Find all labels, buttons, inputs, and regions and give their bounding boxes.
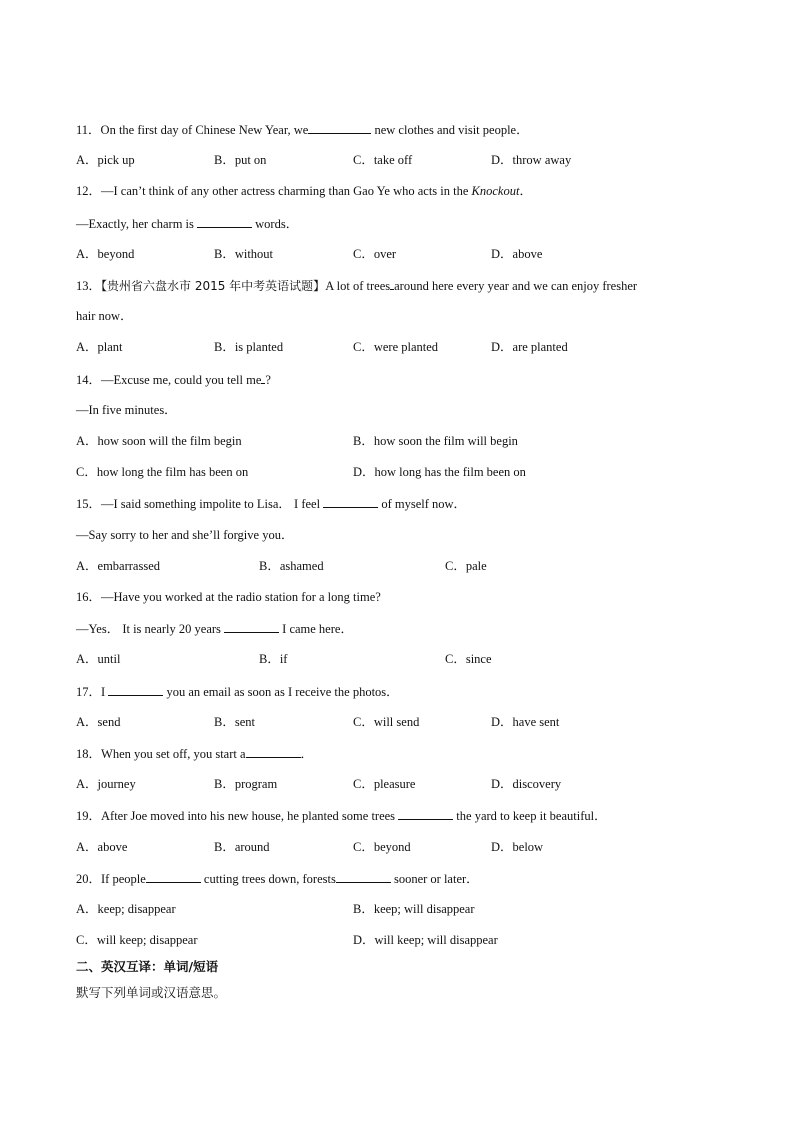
option-a: A．pick up bbox=[76, 153, 135, 167]
question-16-stem: 16．—Have you worked at the radio station for a long time? bbox=[76, 590, 381, 604]
answer-blank bbox=[146, 870, 201, 883]
question-16-line2: —Yes． It is nearly 20 years I came here． bbox=[76, 622, 353, 636]
option-b: B．sent bbox=[214, 715, 255, 729]
answer-blank bbox=[224, 620, 279, 633]
option-c: C．will keep; disappear bbox=[76, 933, 198, 947]
option-a: A．send bbox=[76, 715, 121, 729]
option-b: B．keep; will disappear bbox=[353, 902, 475, 916]
answer-blank bbox=[323, 495, 378, 508]
question-19-stem: 19．After Joe moved into his new house, he planted some trees the yard to keep it beautiful． bbox=[76, 809, 607, 823]
question-11-stem: 11．On the first day of Chinese New Year, we new clothes and visit people． bbox=[76, 123, 529, 137]
option-c: C．how long the film has been on bbox=[76, 465, 249, 479]
question-17-stem: 17．I you an email as soon as I receive the photos． bbox=[76, 685, 399, 699]
option-d: D．above bbox=[491, 247, 543, 261]
question-source: 【贵州省六盘水市 2015 年中考英语试题】 bbox=[101, 279, 326, 293]
option-b: B．is planted bbox=[214, 340, 284, 354]
option-c: C．pale bbox=[445, 559, 487, 573]
option-d: D．have sent bbox=[491, 715, 560, 729]
answer-blank bbox=[108, 683, 163, 696]
question-15-stem: 15．—I said something impolite to Lisa． I feel of myself now． bbox=[76, 497, 467, 511]
question-13-stem: 13．【贵州省六盘水市 2015 年中考英语试题】A lot of trees around here every year and we can enjoy fresher bbox=[76, 279, 638, 293]
option-c: C．beyond bbox=[353, 840, 411, 854]
question-15-line2: —Say sorry to her and she’ll forgive you． bbox=[76, 528, 294, 542]
option-b: B．around bbox=[214, 840, 270, 854]
option-a: A．embarrassed bbox=[76, 559, 160, 573]
option-d: D．how long has the film been on bbox=[353, 465, 526, 479]
option-b: B．ashamed bbox=[259, 559, 324, 573]
option-c: C．pleasure bbox=[353, 777, 416, 791]
question-14-line2: —In five minutes． bbox=[76, 403, 177, 417]
option-d: D．throw away bbox=[491, 153, 572, 167]
question-13-line2: hair now． bbox=[76, 309, 133, 323]
option-d: D．below bbox=[491, 840, 544, 854]
answer-blank bbox=[398, 807, 453, 820]
section-instruction: 默写下列单词或汉语意思。 bbox=[76, 985, 227, 1000]
question-12-line2: —Exactly, her charm is words． bbox=[76, 217, 299, 231]
option-c: C．were planted bbox=[353, 340, 439, 354]
section-title: 二、英汉互译：单词/短语 bbox=[76, 959, 219, 974]
answer-blank bbox=[197, 215, 252, 228]
option-b: B．program bbox=[214, 777, 278, 791]
option-a: A．beyond bbox=[76, 247, 135, 261]
option-c: C．over bbox=[353, 247, 397, 261]
option-c: C．since bbox=[445, 652, 492, 666]
option-a: A．keep; disappear bbox=[76, 902, 176, 916]
question-14-stem: 14．—Excuse me, could you tell me ? bbox=[76, 373, 271, 387]
option-b: B．put on bbox=[214, 153, 267, 167]
question-20-stem: 20．If people cutting trees down, forests sooner or later． bbox=[76, 872, 479, 886]
option-a: A．above bbox=[76, 840, 128, 854]
option-b: B．if bbox=[259, 652, 288, 666]
answer-blank bbox=[246, 745, 301, 758]
option-a: A．until bbox=[76, 652, 121, 666]
question-12-stem: 12．—I can’t think of any other actress charming than Gao Ye who acts in the Knockout． bbox=[76, 184, 532, 198]
option-b: B．without bbox=[214, 247, 274, 261]
option-a: A．plant bbox=[76, 340, 123, 354]
option-d: D．will keep; will disappear bbox=[353, 933, 498, 947]
option-b: B．how soon the film will begin bbox=[353, 434, 518, 448]
option-c: C．take off bbox=[353, 153, 413, 167]
option-d: D．are planted bbox=[491, 340, 568, 354]
option-a: A．how soon will the film begin bbox=[76, 434, 242, 448]
question-18-stem: 18．When you set off, you start a ． bbox=[76, 747, 314, 761]
answer-blank bbox=[308, 121, 371, 134]
answer-blank bbox=[336, 870, 391, 883]
option-d: D．discovery bbox=[491, 777, 562, 791]
option-c: C．will send bbox=[353, 715, 420, 729]
option-a: A．journey bbox=[76, 777, 136, 791]
